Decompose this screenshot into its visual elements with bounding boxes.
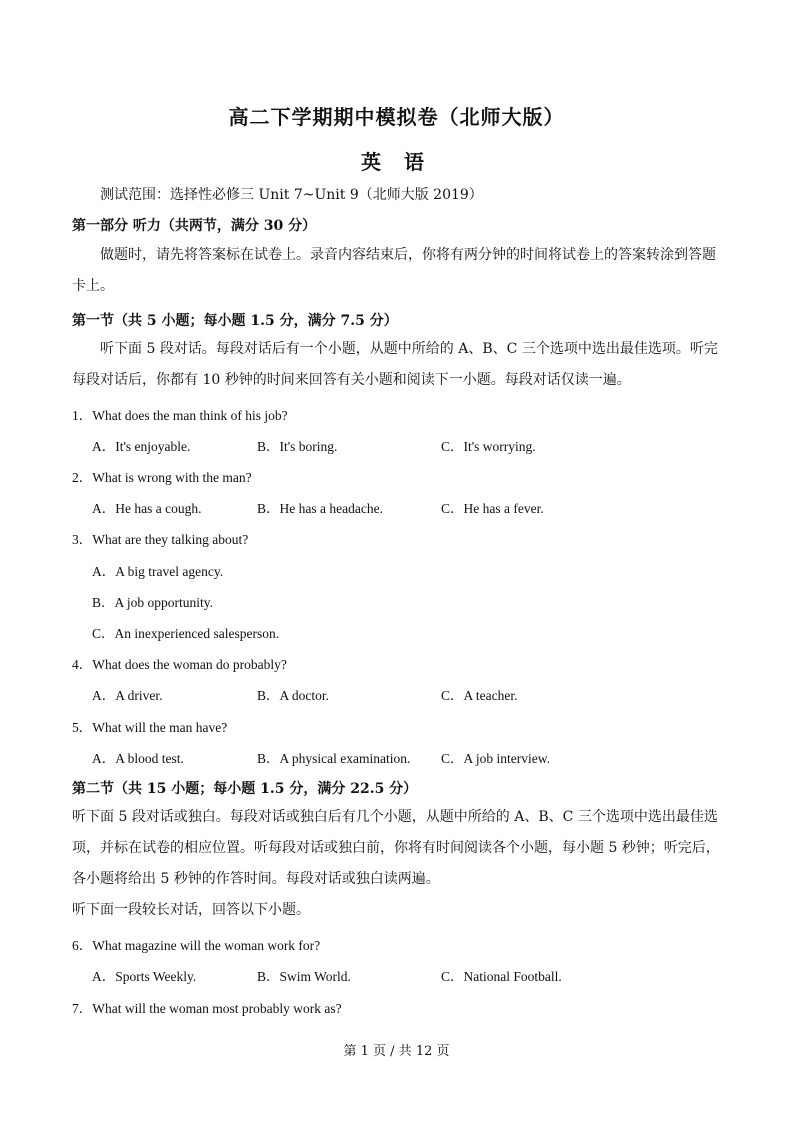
q5-option-b[interactable]: B．A physical examination. (257, 751, 411, 766)
q3-option-a[interactable]: A．A big travel agency. (92, 564, 224, 579)
q3-option-b[interactable]: B．A job opportunity. (92, 595, 214, 610)
question-1: 1．What does the man think of his job? (72, 408, 288, 423)
question-5: 5．What will the man have? (72, 720, 228, 735)
q4-option-c[interactable]: C．A teacher. (441, 688, 518, 703)
section2-sub-intro: 听下面一段较长对话，回答以下小题。 (72, 902, 310, 918)
q4-option-a[interactable]: A．A driver. (92, 688, 163, 703)
q1-option-c[interactable]: C．It's worrying. (441, 439, 536, 454)
question-6: 6．What magazine will the woman work for? (72, 938, 321, 953)
q6-option-a[interactable]: A．Sports Weekly. (92, 969, 197, 984)
test-range: 测试范围：选择性必修三 Unit 7~Unit 9（北师大版 2019） (100, 187, 483, 203)
question-7: 7．What will the woman most probably work as? (72, 1001, 342, 1016)
q6-option-c[interactable]: C．National Football. (441, 969, 562, 984)
page-title: 高二下学期期中模拟卷（北师大版） (228, 105, 565, 129)
q3-option-c[interactable]: C．An inexperienced salesperson. (92, 626, 280, 641)
question-3: 3．What are they talking about? (72, 532, 249, 547)
question-4: 4．What does the woman do probably? (72, 657, 287, 672)
subject-title: 英 语 (361, 150, 432, 174)
question-2: 2．What is wrong with the man? (72, 470, 252, 485)
section1-heading: 第一节（共 5 小题；每小题 1.5 分，满分 7.5 分） (72, 313, 398, 329)
part1-heading: 第一部分 听力（共两节，满分 30 分） (72, 218, 317, 234)
q4-option-b[interactable]: B．A doctor. (257, 688, 330, 703)
q6-option-b[interactable]: B．Swim World. (257, 969, 351, 984)
page-footer: 第 1 页 / 共 12 页 (343, 1044, 450, 1059)
q1-option-b[interactable]: B．It's boring. (257, 439, 338, 454)
part1-intro: 做题时，请先将答案标在试卷上。录音内容结束后，你将有两分钟的时间将试卷上的答案转涂到答题卡上。 (72, 247, 716, 294)
q1-option-a[interactable]: A．It's enjoyable. (92, 439, 191, 454)
q2-option-a[interactable]: A．He has a cough. (92, 501, 202, 516)
q2-option-b[interactable]: B．He has a headache. (257, 501, 383, 516)
section2-intro: 听下面 5 段对话或独白。每段对话或独白后有几个小题，从题中所给的 A、B、C 三个选项中选出最佳选项，并标在试卷的相应位置。听每段对话或独白前，你将有时间阅读各个小题，每小题 5 秒钟；听完后，各小题将给出 5 秒钟的作答时间。每段对话或独白读两遍。 (72, 809, 720, 887)
section2-heading: 第二节（共 15 小题；每小题 1.5 分，满分 22.5 分） (72, 781, 418, 797)
q5-option-a[interactable]: A．A blood test. (92, 751, 184, 766)
section1-intro: 听下面 5 段对话。每段对话后有一个小题，从题中所给的 A、B、C 三个选项中选出最佳选项。听完每段对话后，你都有 10 秒钟的时间来回答有关小题和阅读下一小题。每段对话仅读一遍。 (72, 341, 718, 388)
q2-option-c[interactable]: C．He has a fever. (441, 501, 544, 516)
q5-option-c[interactable]: C．A job interview. (441, 751, 550, 766)
